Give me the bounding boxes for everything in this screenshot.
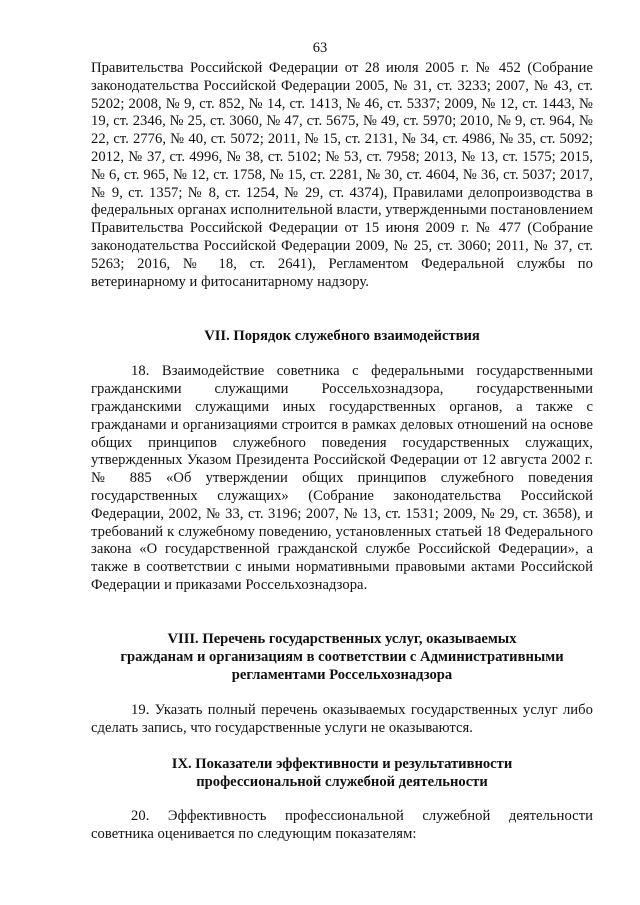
section-heading-ix-line-1: IX. Показатели эффективности и результативности (171, 756, 513, 773)
section-heading-viii-line-2: гражданам и организациям в соответствии с Административными (120, 648, 564, 665)
section-heading-vii: VII. Порядок служебного взаимодействия (204, 328, 480, 345)
page-number: 63 (312, 40, 328, 56)
section-heading-viii-line-3: регламентами Россельхознадзора (231, 666, 453, 683)
paragraph-18: 18. Взаимодействие советника с федеральными государственными гражданскими служащими Россельхознадзора, государственными гражданскими служащими иных государственных органов, а также с гражданами и организациями строится в рамках деловых отношений на основе общих принципов служебного поведения государственных служащих, утвержденных Указом Президента Российской Федерации от 12 августа 2002 г. № 885 «Об утверждении общих принципов служебного поведения государственных служащих» (Собрание законодательства Российской Федерации, 2002, № 33, ст. 3196; 2007, № 13, ст. 1531; 2009, № 29, ст. 3658), и требований к служебному поведению, установленных статьей 18 Федерального закона «О государственной гражданской службе Российской Федерации», а также в соответствии с иными нормативными правовыми актами Российской Федерации и приказами Россельхознадзора. (91, 363, 593, 593)
page-body (91, 60, 593, 844)
paragraph-continuation: Правительства Российской Федерации от 28 июля 2005 г. № 452 (Собрание законодательства Российской Федерации 2005, № 31, ст. 3233; 2007, № 43, ст. 5202; 2008, № 9, ст. 852, № 14, ст. 1413, № 46, ст. 5337; 2009, № 12, ст. 1443, № 19, ст. 2346, № 25, ст. 3060, № 47, ст. 5675, № 49, ст. 5970; 2010, № 9, ст. 964, № 22, ст. 2776, № 40, ст. 5072; 2011, № 15, ст. 2131, № 34, ст. 4986, № 35, ст. 5092; 2012, № 37, ст. 4996, № 38, ст. 5102; № 53, ст. 7958; 2013, № 13, ст. 1575; 2015, № 6, ст. 965, № 12, ст. 1758, № 15, ст. 2281, № 30, ст. 4604, № 36, ст. 5037; 2017, № 9, ст. 1357; № 8, ст. 1254, № 29, ст. 4374), Правилами делопроизводства в федеральных органах исполнительной власти, утвержденными постановлением Правительства Российской Федерации от 15 июня 2009 г. № 477 (Собрание законодательства Российской Федерации 2009, № 25, ст. 3060; 2011, № 37, ст. 5263; 2016, № 18, ст. 2641), Регламентом Федеральной службы по ветеринарному и фитосанитарному надзору. (91, 60, 594, 290)
section-heading-viii (91, 630, 593, 684)
section-heading-ix-line-2: профессиональной служебной деятельности (196, 774, 488, 791)
section-heading-viii-line-1: VIII. Перечень государственных услуг, оказываемых (167, 630, 517, 647)
paragraph-20: 20. Эффективность профессиональной служебной деятельности советника оценивается по следующим показателям: (91, 808, 593, 843)
paragraph-19: 19. Указать полный перечень оказываемых государственных услуг либо сделать запись, что государственные услуги не оказываются. (91, 701, 593, 736)
section-heading-ix (91, 755, 593, 791)
